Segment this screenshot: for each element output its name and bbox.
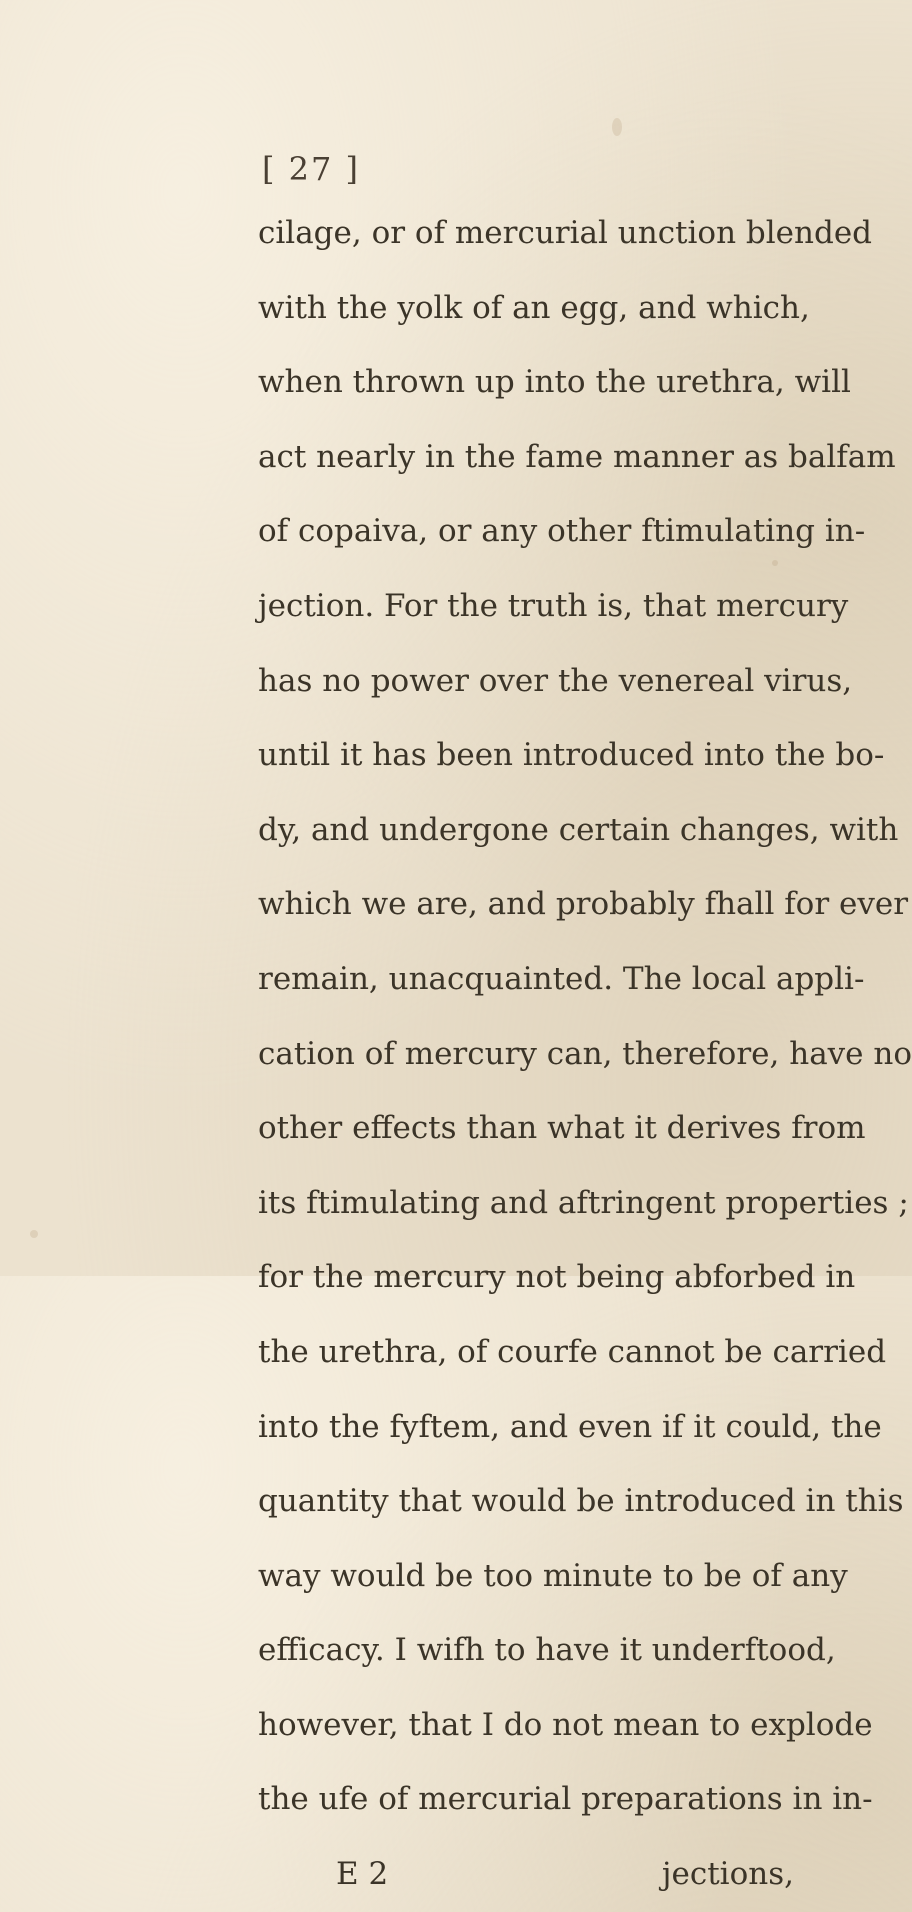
text-line: when thrown up into the urethra, will — [258, 364, 851, 401]
text-line: efficacy. I wifh to have it underftood, — [258, 1632, 836, 1669]
text-line: for the mercury not being abforbed in — [258, 1259, 856, 1296]
page-number: [ 27 ] — [262, 150, 361, 188]
text-line: cilage, or of mercurial unction blended — [258, 215, 873, 251]
text-line: of copaiva, or any other ftimulating in- — [258, 513, 866, 550]
text-line: until it has been introduced into the bo- — [258, 737, 885, 774]
catchword: jections, — [661, 1856, 794, 1893]
text-line: the urethra, of courfe cannot be carried — [258, 1333, 887, 1370]
paper-stain — [30, 1230, 38, 1238]
text-line: has no power over the venereal virus, — [258, 662, 853, 699]
text-line: jection. For the truth is, that mercury — [258, 587, 849, 624]
text-line: way would be too minute to be of any — [258, 1557, 848, 1594]
text-line: into the fyftem, and even if it could, the — [258, 1408, 882, 1445]
text-line: act nearly in the fame manner as balfam — [258, 438, 896, 475]
text-line: other effects than what it derives from — [258, 1110, 866, 1147]
text-line: which we are, and probably fhall for ever — [258, 886, 909, 923]
signature-mark: E 2 — [336, 1856, 389, 1893]
text-line: dy, and undergone certain changes, with — [258, 811, 899, 848]
text-line: the ufe of mercurial preparations in in- — [258, 1781, 873, 1818]
text-line: with the yolk of an egg, and which, — [258, 289, 810, 326]
text-line: quantity that would be introduced in this — [258, 1483, 904, 1520]
text-line: remain, unacquainted. The local appli- — [258, 960, 865, 997]
text-line: cation of mercury can, therefore, have no — [258, 1035, 912, 1072]
text-line: however, that I do not mean to explode — [258, 1706, 873, 1743]
text-line: its ftimulating and aftringent properties ; — [258, 1184, 909, 1221]
body-text — [258, 196, 912, 1912]
paper-stain — [612, 118, 622, 136]
footer-line — [258, 1837, 794, 1912]
